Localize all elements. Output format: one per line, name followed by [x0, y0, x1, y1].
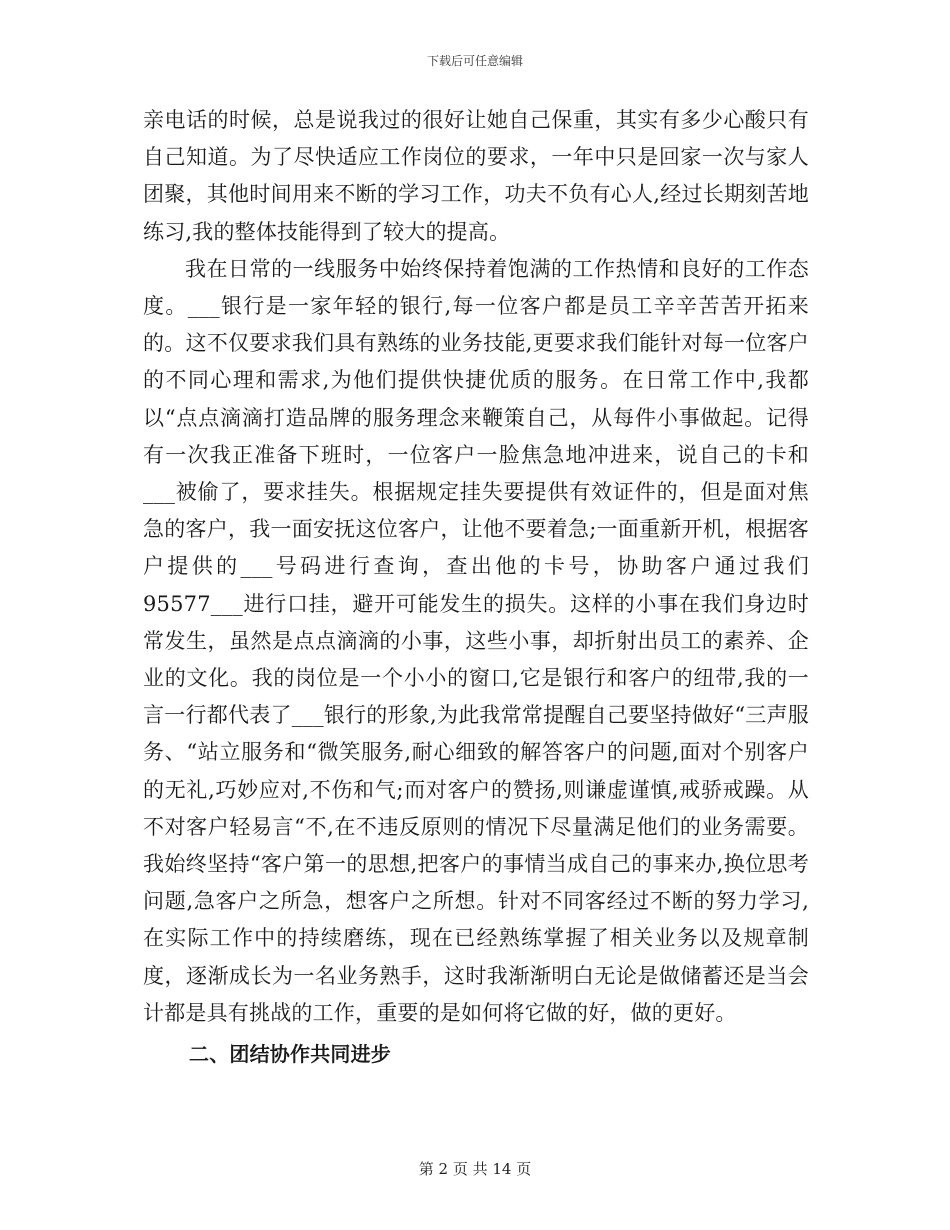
section-heading: 二、团结协作共同进步	[189, 1042, 391, 1067]
page-header-note: 下载后可任意编辑	[426, 54, 523, 68]
page-number: 第 2 页 共 14 页	[418, 1160, 532, 1178]
paragraph-service: 我在日常的一线服务中始终保持着饱满的工作热情和良好的工作态度。___银行是一家年轻的银行,每一位客户都是员工辛辛苦苦开拓来的。这不仅要求我们具有熟练的业务技能,更要求我们能针对每一位客户的不同心理和需求,为他们提供快捷优质的服务。在日常工作中,我都以“点点滴滴打造品牌的服务理念来鞭策自己，从每件小事做起。记得有一次我正准备下班时，一位客户一脸焦急地冲进来，说自己的卡和___被偷了，要求挂失。根据规定挂失要提供有效证件的，但是面对焦急的客户，我一面安抚这位客户，让他不要着急;一面重新开机，根据客户提供的___号码进行查询，查出他的卡号，协助客户通过我们95577___进行口挂，避开可能发生的损失。这样的小事在我们身边时常发生，虽然是点点滴滴的小事，这些小事，却折射出员工的素养、企业的文化。我的岗位是一个小小的窗口,它是银行和客户的纽带,我的一言一行都代表了___银行的形象,为此我常常提醒自己要坚持做好“三声服务、“站立服务和“微笑服务,耐心细致的解答客户的问题,面对个别客户的无礼,巧妙应对,不伤和气;而对客户的赞扬,则谦虚谨慎,戒骄戒躁。从不对客户轻易言“不,在不违反原则的情况下尽量满足他们的业务需要。我始终坚持“客户第一的思想,把客户的事情当成自己的事来办,换位思考问题,急客户之所急，想客户之所想。针对不同客经过不断的努力学习,在实际工作中的持续磨练，现在已经熟练掌握了相关业务以及规章制度，逐渐成长为一名业务熟手，这时我渐渐明白无论是做储蓄还是当会计都是具有挑战的工作，重要的是如何将它做的好，做的更好。	[143, 256, 809, 1025]
paragraph-continued: 亲电话的时候，总是说我过的很好让她自己保重，其实有多少心酸只有自己知道。为了尽快适应工作岗位的要求，一年中只是回家一次与家人团聚，其他时间用来不断的学习工作，功夫不负有心人,经过长期刻苦地练习,我的整体技能得到了较大的提高。	[143, 108, 809, 244]
document-body	[143, 102, 809, 1073]
